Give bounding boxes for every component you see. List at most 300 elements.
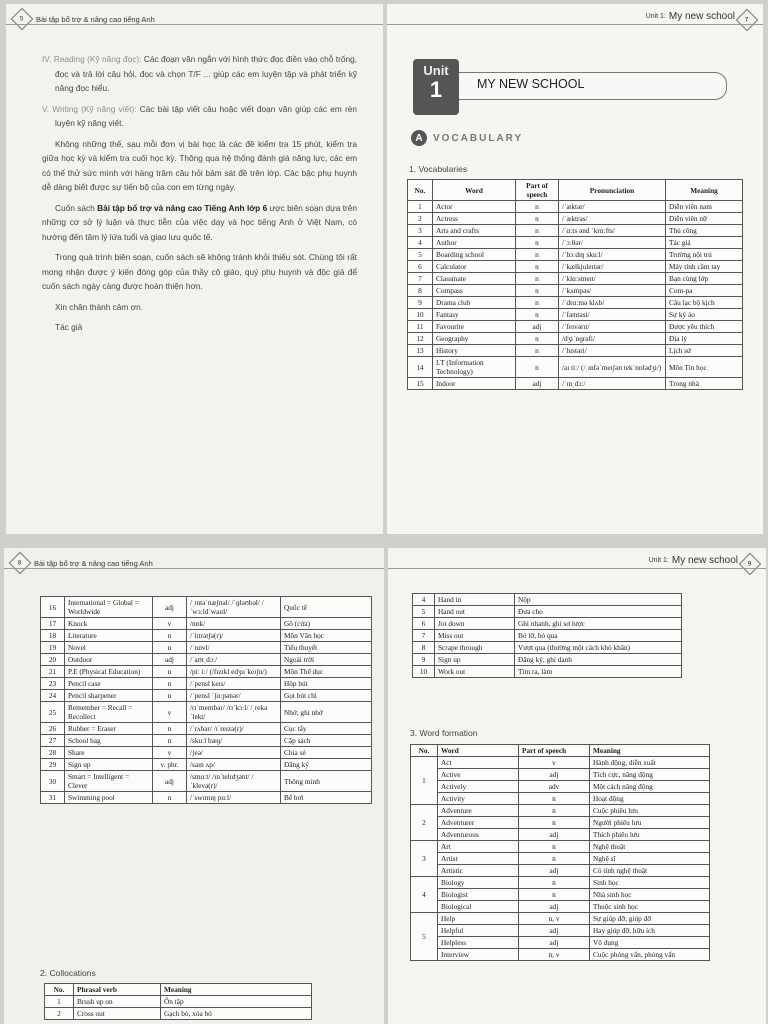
table-row — [41, 723, 372, 735]
table-row — [411, 913, 710, 925]
table-row — [411, 901, 710, 913]
unit-title: MY NEW SCHOOL — [477, 77, 585, 91]
header-divider — [388, 568, 766, 569]
col-header: Word — [433, 180, 516, 201]
table-cell: Có tính nghệ thuật — [590, 865, 710, 877]
table-cell: Compass — [433, 285, 516, 297]
table-cell: Gọt bút chì — [281, 690, 372, 702]
word-formation-table — [410, 744, 710, 961]
table-cell: 9 — [408, 297, 433, 309]
table-cell: /aɪ tiː/ (/ˌɪnfəˈmeɪʃən tekˈnɒlədʒi/) — [559, 357, 666, 378]
table-cell: Sự giúp đỡ, giúp đỡ — [590, 913, 710, 925]
table-cell: 8 — [408, 285, 433, 297]
table-row — [45, 996, 312, 1008]
table-cell: Thủ công — [666, 225, 743, 237]
table-cell: /skuːl bæɡ/ — [187, 735, 281, 747]
table-row — [408, 357, 743, 378]
table-cell: /ˈrʌbər/ /ɪˈreɪzə(r)/ — [187, 723, 281, 735]
table-cell: /saɪn ʌp/ — [187, 759, 281, 771]
table-cell: 25 — [41, 702, 65, 723]
thanks-line: Xin chân thành cảm ơn. — [55, 301, 144, 312]
header-divider — [4, 568, 384, 569]
table-cell: Trường nội trú — [666, 249, 743, 261]
table-cell: Hành động, diễn xuất — [590, 757, 710, 769]
table-cell: n — [519, 877, 590, 889]
table-cell: /ˈɪnˌdɔː/ — [559, 378, 666, 390]
vocabulary-table — [407, 179, 743, 390]
table-row — [41, 642, 372, 654]
table-cell: Knock — [65, 618, 153, 630]
table-row — [41, 654, 372, 666]
col-header: Part of speech — [516, 180, 559, 201]
table-row — [41, 792, 372, 804]
table-cell: Adventurous — [438, 829, 519, 841]
table-cell: adj — [153, 771, 187, 792]
table-cell: /ˈlɪtrətʃə(r)/ — [187, 630, 281, 642]
table-row — [408, 321, 743, 333]
table-cell: /ˈswɪmɪŋ puːl/ — [187, 792, 281, 804]
table-row — [408, 225, 743, 237]
preface-text — [42, 52, 357, 341]
table-cell: Geography — [433, 333, 516, 345]
table-cell: n — [516, 225, 559, 237]
table-cell: Artistic — [438, 865, 519, 877]
table-cell: n — [153, 642, 187, 654]
book-title: Bài tập bổ trợ & nâng cao tiếng Anh — [34, 558, 153, 568]
table-cell: n — [516, 201, 559, 213]
table-row — [41, 690, 372, 702]
book-title: Bài tập bổ trợ & nâng cao tiếng Anh — [36, 14, 155, 24]
table-cell: 8 — [413, 642, 435, 654]
table-cell: 21 — [41, 666, 65, 678]
col-header: Meaning — [590, 745, 710, 757]
table-row — [408, 261, 743, 273]
table-cell: Adventure — [438, 805, 519, 817]
table-row — [411, 829, 710, 841]
table-cell: 3 — [408, 225, 433, 237]
table-cell: Sign up — [435, 654, 515, 666]
table-cell: Actor — [433, 201, 516, 213]
table-cell: Chia sẻ — [281, 747, 372, 759]
table-cell: 4 — [413, 594, 435, 606]
table-cell: /ˈæktrəs/ — [559, 213, 666, 225]
table-cell: 24 — [41, 690, 65, 702]
table-cell: Brush up on — [74, 996, 161, 1008]
table-cell: 1 — [45, 996, 74, 1008]
table-cell: 10 — [408, 309, 433, 321]
table-cell: 30 — [41, 771, 65, 792]
table-cell: Hand out — [435, 606, 515, 618]
header-divider — [6, 24, 383, 25]
table-cell: I.T (Information Technology) — [433, 357, 516, 378]
group-number: 1 — [411, 757, 438, 805]
table-cell: Actress — [433, 213, 516, 225]
table-row — [41, 759, 372, 771]
table-cell: Câu lạc bộ kịch — [666, 297, 743, 309]
table-cell: adj — [519, 865, 590, 877]
table-cell: Một cách năng động — [590, 781, 710, 793]
table-cell: n — [519, 841, 590, 853]
table-cell: /nɒk/ — [187, 618, 281, 630]
table-row — [411, 841, 710, 853]
table-cell: 31 — [41, 792, 65, 804]
table-cell: /ˈklɑːsmeɪt/ — [559, 273, 666, 285]
table-cell: n — [516, 213, 559, 225]
table-row — [41, 597, 372, 618]
table-row — [408, 273, 743, 285]
table-cell: n — [516, 297, 559, 309]
table-cell: adj — [519, 937, 590, 949]
table-cell: /ˈfæntəsi/ — [559, 309, 666, 321]
table-cell: Sign up — [65, 759, 153, 771]
table-cell: /ˈbɔːdɪŋ skuːl/ — [559, 249, 666, 261]
table-cell: Art — [438, 841, 519, 853]
table-cell: Bể bơi — [281, 792, 372, 804]
table-row — [413, 654, 682, 666]
group-number: 5 — [411, 913, 438, 961]
table-cell: 15 — [408, 378, 433, 390]
table-cell: n — [516, 309, 559, 321]
table-row — [408, 201, 743, 213]
table-cell: Diễn viên nam — [666, 201, 743, 213]
table-cell: School bag — [65, 735, 153, 747]
table-cell: Arts and crafts — [433, 225, 516, 237]
table-cell: Đăng ký, ghi danh — [515, 654, 682, 666]
table-cell: Nộp — [515, 594, 682, 606]
table-cell: n — [153, 666, 187, 678]
collocations-table — [44, 983, 312, 1020]
table-cell: /dʒiˈɒɡrəfi/ — [559, 333, 666, 345]
table-cell: Indoor — [433, 378, 516, 390]
table-cell: adj — [153, 597, 187, 618]
section-title: 3. Word formation — [410, 728, 478, 738]
table-cell: Hay giúp đỡ, hữu ích — [590, 925, 710, 937]
table-cell: Bạn cùng lớp — [666, 273, 743, 285]
group-number: 4 — [411, 877, 438, 913]
table-cell: v — [153, 747, 187, 759]
col-header: Word — [438, 745, 519, 757]
table-cell: Diễn viên nữ — [666, 213, 743, 225]
table-cell: Pencil case — [65, 678, 153, 690]
table-cell: Author — [433, 237, 516, 249]
table-cell: /ˈkælkjuleɪtər/ — [559, 261, 666, 273]
table-cell: n — [519, 793, 590, 805]
table-cell: Đăng ký — [281, 759, 372, 771]
table-cell: /rɪˈmembər/ /rɪˈkɔːl/ /ˌrekəˈlekt/ — [187, 702, 281, 723]
table-cell: n — [516, 285, 559, 297]
table-cell: Nghệ thuật — [590, 841, 710, 853]
collocations-table-continued — [412, 593, 682, 678]
page-header: Unit 1: My new school — [645, 11, 735, 22]
table-row — [413, 606, 682, 618]
page-number-badge: 5 — [11, 8, 34, 31]
table-cell: Tích cực, năng động — [590, 769, 710, 781]
table-row — [408, 213, 743, 225]
table-cell: n — [153, 678, 187, 690]
table-cell: adv — [519, 781, 590, 793]
table-row — [413, 630, 682, 642]
table-cell: n — [153, 723, 187, 735]
table-cell: n — [153, 792, 187, 804]
table-row — [413, 642, 682, 654]
table-cell: Novel — [65, 642, 153, 654]
table-cell: 7 — [408, 273, 433, 285]
col-header: Part of speech — [519, 745, 590, 757]
table-cell: v — [519, 757, 590, 769]
table-cell: n — [519, 805, 590, 817]
table-row — [41, 771, 372, 792]
table-cell: /ˈpensl ˈʃɑːpənər/ — [187, 690, 281, 702]
table-row — [41, 735, 372, 747]
table-cell: 20 — [41, 654, 65, 666]
table-row — [41, 666, 372, 678]
table-cell: Trong nhà — [666, 378, 743, 390]
table-cell: Helpless — [438, 937, 519, 949]
table-row — [408, 345, 743, 357]
page-9 — [388, 548, 766, 1024]
paragraph: Trong quá trình biên soạn, cuốn sách sẽ không tránh khỏi thiếu sót. Chúng tôi rất mong nhận được ý kiến đóng góp của thầy cô giáo, quý phụ huynh và độc giả để cuốn sách ngày càng được hoàn thiện hơn. — [42, 252, 357, 291]
table-cell: n — [516, 261, 559, 273]
page-number-badge: 8 — [9, 552, 32, 575]
table-row — [411, 805, 710, 817]
table-row — [45, 1008, 312, 1020]
table-cell: Adventurer — [438, 817, 519, 829]
table-cell: n — [516, 333, 559, 345]
table-cell: Sinh học — [590, 877, 710, 889]
table-cell: Act — [438, 757, 519, 769]
table-row — [411, 865, 710, 877]
table-cell: Jot down — [435, 618, 515, 630]
table-cell: Ôn tập — [161, 996, 312, 1008]
section-title: 2. Collocations — [40, 968, 96, 978]
table-cell: 4 — [408, 237, 433, 249]
paragraph: Cuốn sách Bài tập bổ trợ và nâng cao Tiếng Anh lớp 6 ược biên soạn dựa trên những cơ sở lý luận và thực tiễn của việc dạy và học tiếng Anh ở Việt Nam, có hướng đến tâm lý lứa tuổi và giao lưu quốc tế. — [42, 202, 357, 242]
table-cell: Thông minh — [281, 771, 372, 792]
table-cell: Classmate — [433, 273, 516, 285]
table-row — [41, 618, 372, 630]
table-row — [408, 285, 743, 297]
col-header: No. — [45, 984, 74, 996]
table-cell: Literature — [65, 630, 153, 642]
table-cell: adj — [516, 321, 559, 333]
table-cell: Hoạt động — [590, 793, 710, 805]
table-row — [408, 297, 743, 309]
table-cell: 27 — [41, 735, 65, 747]
table-cell: Môn Tin học — [666, 357, 743, 378]
table-row — [408, 309, 743, 321]
table-cell: adj — [519, 769, 590, 781]
table-cell: 5 — [413, 606, 435, 618]
table-cell: 28 — [41, 747, 65, 759]
table-cell: Biological — [438, 901, 519, 913]
table-cell: n — [153, 630, 187, 642]
table-cell: History — [433, 345, 516, 357]
table-cell: Hộp bút — [281, 678, 372, 690]
paragraph: Không những thế, sau mỗi đơn vị bài học là các đề kiểm tra 15 phút, kiểm tra giữa học kỳ và kiểm tra cuối học kỳ. Thông qua hệ thống đánh giá năng lực, các em có thể thử sức mình với hàng trăm câu hỏi bám sát đề trên lớp. Các bậc phụ huynh dễ dàng biết được sự tiến bộ của con em từng ngày. — [42, 138, 357, 192]
table-cell: Đưa cho — [515, 606, 682, 618]
table-cell: 12 — [408, 333, 433, 345]
table-row — [411, 877, 710, 889]
col-header: No. — [408, 180, 433, 201]
page-number-badge: 7 — [736, 9, 759, 32]
table-cell: Sự kỳ ảo — [666, 309, 743, 321]
table-cell: Ghi nhanh, ghi sơ lược — [515, 618, 682, 630]
table-cell: /ʃeə/ — [187, 747, 281, 759]
page-header: Unit 1: My new school — [648, 555, 738, 566]
table-cell: adj — [516, 378, 559, 390]
table-cell: P.E (Physical Education) — [65, 666, 153, 678]
writing-item: V. Writing (Kỹ năng viết): Các bài tập viết câu hoặc viết đoạn văn giúp các em rèn luyện kỹ năng viết. — [42, 103, 357, 128]
table-cell: 1 — [408, 201, 433, 213]
table-cell: Gõ (cửa) — [281, 618, 372, 630]
table-cell: n — [153, 690, 187, 702]
table-cell: 18 — [41, 630, 65, 642]
table-row — [408, 249, 743, 261]
table-cell: Cặp sách — [281, 735, 372, 747]
group-number: 2 — [411, 805, 438, 841]
table-cell: n — [519, 889, 590, 901]
table-cell: n, v — [519, 949, 590, 961]
table-cell: Interview — [438, 949, 519, 961]
table-cell: 6 — [413, 618, 435, 630]
table-cell: /ˈæktər/ — [559, 201, 666, 213]
table-cell: 23 — [41, 678, 65, 690]
table-cell: Swimming pool — [65, 792, 153, 804]
table-cell: 2 — [408, 213, 433, 225]
table-cell: Boarding school — [433, 249, 516, 261]
table-row — [411, 769, 710, 781]
table-cell: Work out — [435, 666, 515, 678]
table-cell: Nghệ sĩ — [590, 853, 710, 865]
unit-badge: Unit 1 — [413, 59, 459, 115]
table-cell: /ˈɑːts ənd ˈkrɑːfts/ — [559, 225, 666, 237]
author-line: Tác giả — [55, 322, 83, 332]
page-number-badge: 9 — [739, 553, 762, 576]
table-row — [413, 666, 682, 678]
table-cell: v — [153, 618, 187, 630]
table-cell: Drama club — [433, 297, 516, 309]
table-cell: adj — [519, 829, 590, 841]
table-cell: Helpful — [438, 925, 519, 937]
table-cell: Bỏ lỡ, bỏ qua — [515, 630, 682, 642]
table-cell: n — [516, 357, 559, 378]
table-cell: 19 — [41, 642, 65, 654]
section-title: 1. Vocabularies — [409, 164, 468, 174]
table-row — [411, 889, 710, 901]
table-cell: 16 — [41, 597, 65, 618]
table-cell: Vô dụng — [590, 937, 710, 949]
table-cell: Tìm ra, làm — [515, 666, 682, 678]
table-cell: n — [516, 345, 559, 357]
table-cell: Active — [438, 769, 519, 781]
table-cell: Biologist — [438, 889, 519, 901]
table-cell: n — [516, 273, 559, 285]
table-cell: Remember = Recall = Recollect — [65, 702, 153, 723]
col-header: Meaning — [666, 180, 743, 201]
table-cell: Gạch bỏ, xóa bỏ — [161, 1008, 312, 1020]
table-row — [411, 949, 710, 961]
table-cell: 10 — [413, 666, 435, 678]
table-cell: Scrape through — [435, 642, 515, 654]
reading-item: IV. Reading (Kỹ năng đọc): Các đoạn văn ngắn với hình thức đọc điền vào chỗ trống, đọc và trả lời câu hỏi, đọc và chọn T/F ... giúp các em luyện tập và phát triển kỹ năng đọc hiểu. — [42, 54, 358, 93]
table-cell: Tiểu thuyết — [281, 642, 372, 654]
table-cell: n — [519, 817, 590, 829]
table-cell: Máy tính cầm tay — [666, 261, 743, 273]
table-cell: Biology — [438, 877, 519, 889]
table-cell: Favourite — [433, 321, 516, 333]
table-cell: n, v — [519, 913, 590, 925]
table-cell: Nhà sinh học — [590, 889, 710, 901]
table-row — [413, 618, 682, 630]
table-row — [411, 793, 710, 805]
table-cell: Activity — [438, 793, 519, 805]
table-cell: Môn Thể dục — [281, 666, 372, 678]
table-cell: 5 — [408, 249, 433, 261]
vocabulary-heading: A VOCABULARY — [411, 130, 523, 146]
col-header: Phrasal verb — [74, 984, 161, 996]
table-cell: 11 — [408, 321, 433, 333]
table-row — [408, 237, 743, 249]
table-cell: 6 — [408, 261, 433, 273]
table-cell: adj — [519, 925, 590, 937]
table-cell: n — [153, 735, 187, 747]
page-5 — [6, 4, 383, 534]
table-cell: 2 — [45, 1008, 74, 1020]
table-cell: /ˌɪntəˈnæʃnəl/ /ˈɡləʊbəl/ /ˈwɜːldˈwaɪd/ — [187, 597, 281, 618]
table-cell: v — [153, 702, 187, 723]
table-row — [41, 702, 372, 723]
table-cell: Fantasy — [433, 309, 516, 321]
table-cell: International = Global = Worldwide — [65, 597, 153, 618]
table-cell: Lịch sử — [666, 345, 743, 357]
table-cell: /ˈaʊtˌdɔː/ — [187, 654, 281, 666]
table-cell: /ˈdrɑːmə klʌb/ — [559, 297, 666, 309]
table-cell: Hand in — [435, 594, 515, 606]
table-row — [408, 333, 743, 345]
table-cell: 13 — [408, 345, 433, 357]
page-8 — [4, 548, 384, 1024]
table-cell: /smɑːt/ /ɪnˈtelɪdʒənt/ /ˈklevə(r)/ — [187, 771, 281, 792]
table-cell: /piː iː/ (/fɪzɪkl edʒuˈkeɪʃn/) — [187, 666, 281, 678]
table-cell: 26 — [41, 723, 65, 735]
table-cell: 29 — [41, 759, 65, 771]
vocabulary-table-continued — [40, 596, 372, 804]
table-cell: Ngoài trời — [281, 654, 372, 666]
table-row — [411, 781, 710, 793]
table-cell: Calculator — [433, 261, 516, 273]
table-row — [41, 630, 372, 642]
table-cell: Artist — [438, 853, 519, 865]
table-cell: Vượt qua (thường một cách khó khăn) — [515, 642, 682, 654]
table-cell: n — [516, 249, 559, 261]
table-cell: /ˈfeɪvərɪt/ — [559, 321, 666, 333]
table-cell: Smart = Intelligent = Clever — [65, 771, 153, 792]
table-cell: /ˈɔːθər/ — [559, 237, 666, 249]
table-cell: Cục tẩy — [281, 723, 372, 735]
table-cell: 7 — [413, 630, 435, 642]
group-number: 3 — [411, 841, 438, 877]
table-row — [41, 747, 372, 759]
vocabulary-icon: A — [411, 130, 427, 146]
table-row — [411, 817, 710, 829]
col-header: Meaning — [161, 984, 312, 996]
table-row — [411, 853, 710, 865]
table-cell: Outdoor — [65, 654, 153, 666]
col-header: No. — [411, 745, 438, 757]
table-row — [411, 925, 710, 937]
table-cell: Com-pa — [666, 285, 743, 297]
table-cell: /ˈnɒvl/ — [187, 642, 281, 654]
